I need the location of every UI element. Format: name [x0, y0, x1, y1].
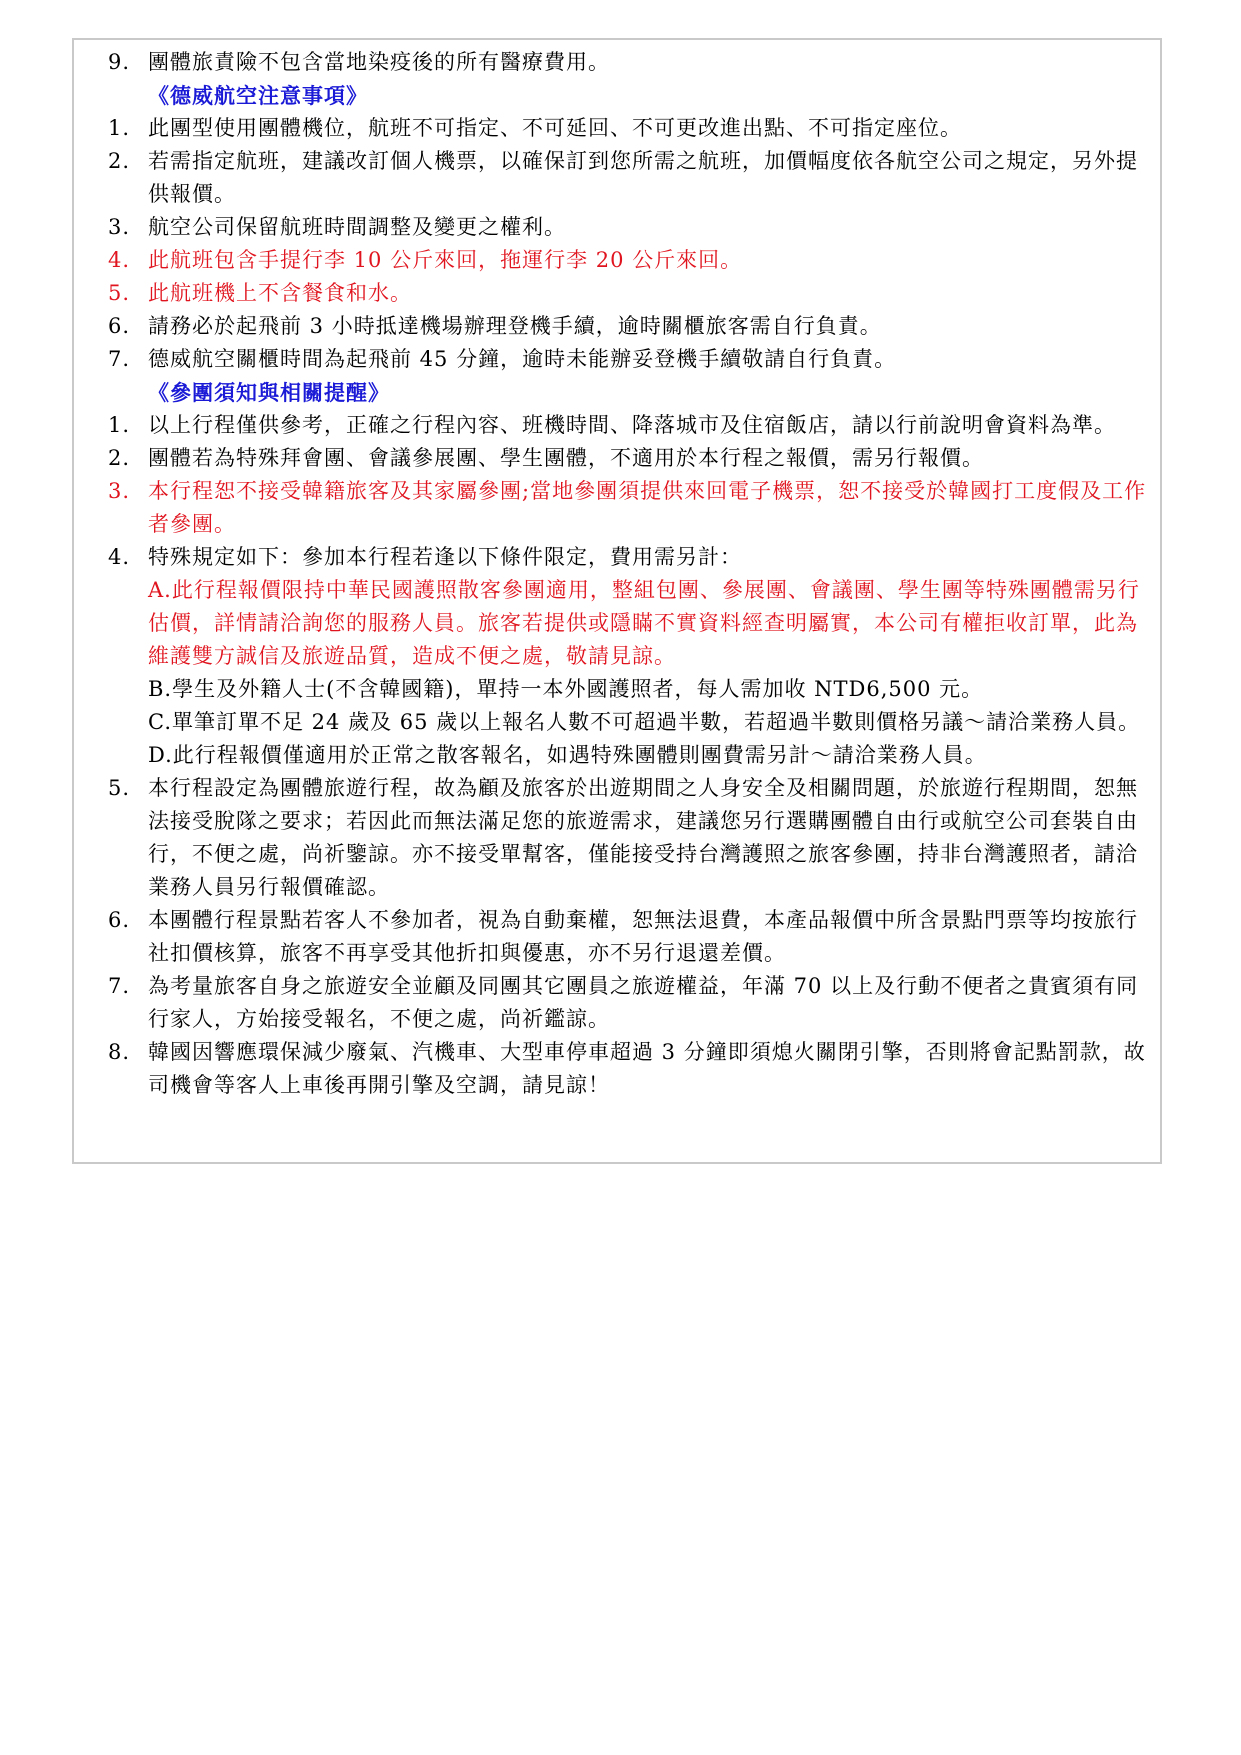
airline-item-2 — [108, 145, 1158, 211]
notice-content — [108, 46, 1158, 1102]
item-text: 本團體行程景點若客人不參加者，視為自動棄權，恕無法退費，本產品報價中所含景點門票等均按旅行社扣價核算，旅客不再享受其他折扣與優惠，亦不另行退還差價。 — [148, 908, 1138, 965]
item-text: 韓國因響應環保減少廢氣、汽機車、大型車停車超過 3 分鐘即須熄火關閉引擎，否則將會記點罰款，故司機會等客人上車後再開引擎及空調，請見諒！ — [148, 1040, 1146, 1097]
notice-item-8 — [108, 1036, 1158, 1102]
item-text: 若需指定航班，建議改訂個人機票，以確保訂到您所需之航班，加價幅度依各航空公司之規定，另外提供報價。 — [148, 149, 1138, 206]
notice-item-6 — [108, 904, 1158, 970]
item-number: 2. — [108, 149, 131, 173]
item-text: 請務必於起飛前 3 小時抵達機場辦理登機手續，逾時關櫃旅客需自行負責。 — [148, 314, 882, 338]
item-number: 3. — [108, 479, 131, 503]
notice-item-2 — [108, 442, 1158, 475]
notice-item-4 — [108, 541, 1158, 574]
airline-heading: 《德威航空注意事項》 — [148, 83, 368, 108]
item-text: 德威航空關櫃時間為起飛前 45 分鐘，逾時未能辦妥登機手續敬請自行負責。 — [148, 347, 897, 371]
notice-item-4-sub-c: C.單筆訂單不足 24 歲及 65 歲以上報名人數不可超過半數，若超過半數則價格另議～請洽業務人員。 — [148, 710, 1141, 734]
item-text: 團體若為特殊拜會團、會議參展團、學生團體，不適用於本行程之報價，需另行報價。 — [148, 446, 984, 470]
notice-item-5 — [108, 772, 1158, 904]
notice-item-4-sub-a: A.此行程報價限持中華民國護照散客參團適用，整組包團、參展團、會議團、學生團等特殊團體需另行估價，詳情請洽詢您的服務人員。旅客若提供或隱瞞不實資料經查明屬實，本公司有權拒收訂單，此為維護雙方誠信及旅遊品質，造成不便之處，敬請見諒。 — [148, 578, 1140, 668]
notice-box — [72, 38, 1162, 1164]
notice-item-1 — [108, 409, 1158, 442]
item-number: 7. — [108, 347, 131, 371]
item-number: 4. — [108, 545, 131, 569]
item-number: 3. — [108, 215, 131, 239]
item-text: 此航班機上不含餐食和水。 — [148, 281, 412, 305]
item-text: 以上行程僅供參考，正確之行程內容、班機時間、降落城市及住宿飯店，請以行前說明會資料為準。 — [148, 413, 1116, 437]
airline-item-6 — [108, 310, 1158, 343]
item-text: 此航班包含手提行李 10 公斤來回，拖運行李 20 公斤來回。 — [148, 248, 743, 272]
notice-item-4-sub-b: B.學生及外籍人士(不含韓國籍)，單持一本外國護照者，每人需加收 NTD6,500 元。 — [148, 677, 984, 701]
item-text: 本行程設定為團體旅遊行程，故為顧及旅客於出遊期間之人身安全及相關問題，於旅遊行程期間，恕無法接受脫隊之要求；若因此而無法滿足您的旅遊需求，建議您另行選購團體自由行或航空公司套裝自由行，不便之處，尚祈鑒諒。亦不接受單幫客，僅能接受持台灣護照之旅客參團，持非台灣護照者，請洽業務人員另行報價確認。 — [148, 776, 1138, 899]
notice-heading: 《參團須知與相關提醒》 — [148, 380, 390, 405]
airline-item-1 — [108, 112, 1158, 145]
airline-item-4 — [108, 244, 1158, 277]
item-text: 團體旅責險不包含當地染疫後的所有醫療費用。 — [148, 50, 610, 74]
item-number: 6. — [108, 908, 131, 932]
item-text: 本行程恕不接受韓籍旅客及其家屬參團;當地參團須提供來回電子機票，恕不接受於韓國打工度假及工作者參團。 — [148, 479, 1147, 536]
item-number: 1. — [108, 413, 131, 437]
item-number: 6. — [108, 314, 131, 338]
item-number: 9. — [108, 50, 131, 74]
item-number: 2. — [108, 446, 131, 470]
item-text: 為考量旅客自身之旅遊安全並顧及同團其它團員之旅遊權益，年滿 70 以上及行動不便者之貴賓須有同行家人，方始接受報名，不便之處，尚祈鑑諒。 — [148, 974, 1139, 1031]
item-number: 5. — [108, 776, 131, 800]
notice-item-4-sub-d: D.此行程報價僅適用於正常之散客報名，如遇特殊團體則團費需另計～請洽業務人員。 — [148, 743, 987, 767]
item-number: 1. — [108, 116, 131, 140]
airline-item-7 — [108, 343, 1158, 376]
item-text: 此團型使用團體機位，航班不可指定、不可延回、不可更改進出點、不可指定座位。 — [148, 116, 962, 140]
item-text: 特殊規定如下：參加本行程若逢以下條件限定，費用需另計： — [148, 545, 742, 569]
item-number: 5. — [108, 281, 131, 305]
list-item-insurance — [108, 46, 1158, 79]
notice-item-7 — [108, 970, 1158, 1036]
airline-item-3 — [108, 211, 1158, 244]
item-number: 7. — [108, 974, 131, 998]
airline-item-5 — [108, 277, 1158, 310]
item-number: 4. — [108, 248, 131, 272]
item-number: 8. — [108, 1040, 131, 1064]
notice-item-3 — [108, 475, 1158, 541]
item-text: 航空公司保留航班時間調整及變更之權利。 — [148, 215, 566, 239]
